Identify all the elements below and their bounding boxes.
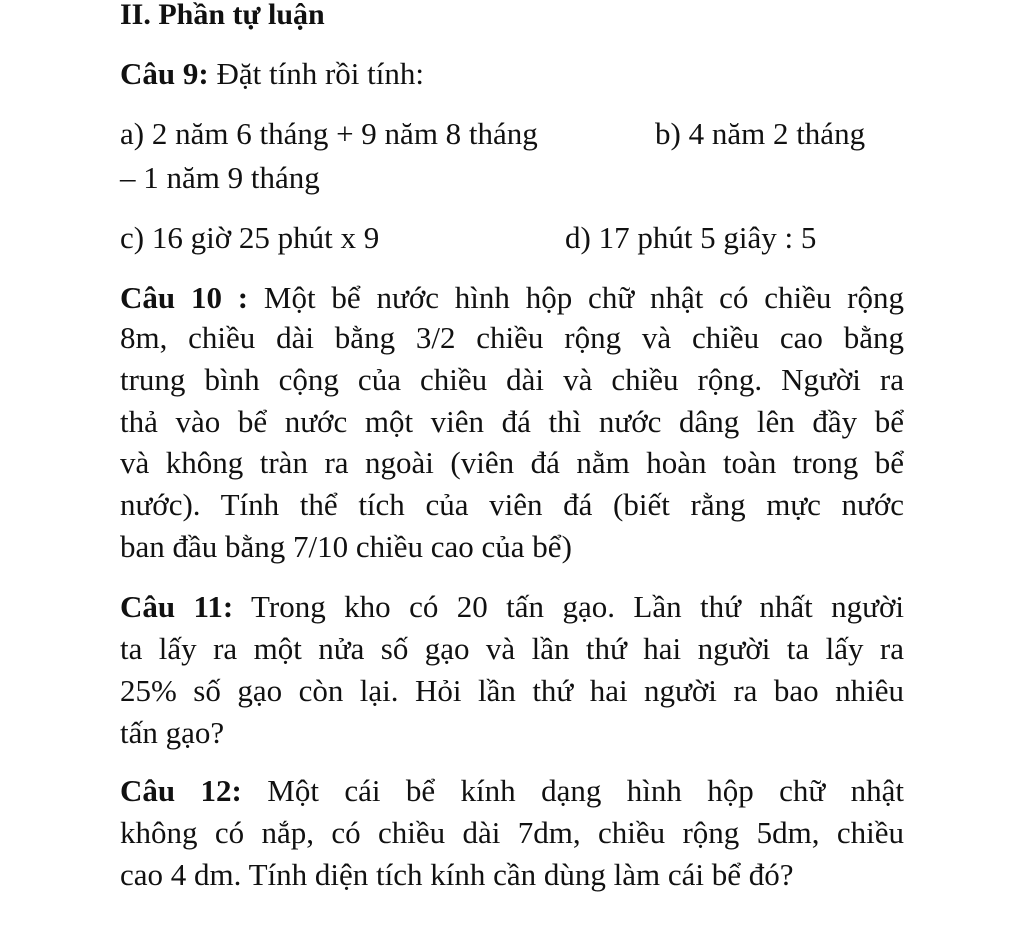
section-title	[120, 0, 325, 30]
q9-item-a: a) 2 năm 6 tháng + 9 năm 8 tháng	[120, 116, 538, 151]
q10-line-7: ban đầu bằng 7/10 chiều cao của bể)	[120, 529, 572, 564]
q10-line-1	[120, 282, 904, 313]
section-title-text: II. Phần tự luận	[120, 0, 325, 31]
q12-line-3: cao 4 dm. Tính diện tích kính cần dùng làm cái bể đó?	[120, 857, 794, 892]
q11-text-1: Trong kho có 20 tấn gạo. Lần thứ nhất người	[233, 589, 904, 624]
q12-text-1: Một cái bể kính dạng hình hộp chữ nhật	[241, 773, 904, 808]
q9-item-b: b) 4 năm 2 tháng	[655, 116, 866, 151]
q11-line-2: ta lấy ra một nửa số gạo và lần thứ hai người ta lấy ra	[120, 631, 904, 666]
q9-label: Câu 9:	[120, 56, 209, 91]
q9-item-d: d) 17 phút 5 giây : 5	[565, 220, 817, 255]
q9-item-c: c) 16 giờ 25 phút x 9	[120, 220, 380, 255]
q10-text-1: Một bể nước hình hộp chữ nhật có chiều rộng	[248, 280, 905, 315]
q12-line-2: không có nắp, có chiều dài 7dm, chiều rộng 5dm, chiều	[120, 815, 904, 850]
q11-label: Câu 11:	[120, 589, 234, 624]
q10-label: Câu 10 :	[120, 280, 249, 315]
q10-line-4: thả vào bể nước một viên đá thì nước dâng lên đầy bể	[120, 404, 904, 439]
q9-heading	[120, 58, 424, 89]
q10-line-5: và không tràn ra ngoài (viên đá nằm hoàn toàn trong bể	[120, 445, 904, 480]
q10-line-2: 8m, chiều dài bằng 3/2 chiều rộng và chiều cao bằng	[120, 320, 904, 355]
q12-line-1	[120, 775, 904, 806]
q12-label: Câu 12:	[120, 773, 242, 808]
q10-line-3: trung bình cộng của chiều dài và chiều rộng. Người ra	[120, 362, 904, 397]
q10-line-6: nước). Tính thể tích của viên đá (biết rằng mực nước	[120, 487, 904, 522]
q9-item-b-cont: – 1 năm 9 tháng	[120, 160, 320, 195]
q11-line-3: 25% số gạo còn lại. Hỏi lần thứ hai người ra bao nhiêu	[120, 673, 904, 708]
q11-line-1	[120, 591, 904, 622]
q11-line-4: tấn gạo?	[120, 715, 225, 750]
q9-intro: Đặt tính rồi tính:	[208, 56, 424, 91]
